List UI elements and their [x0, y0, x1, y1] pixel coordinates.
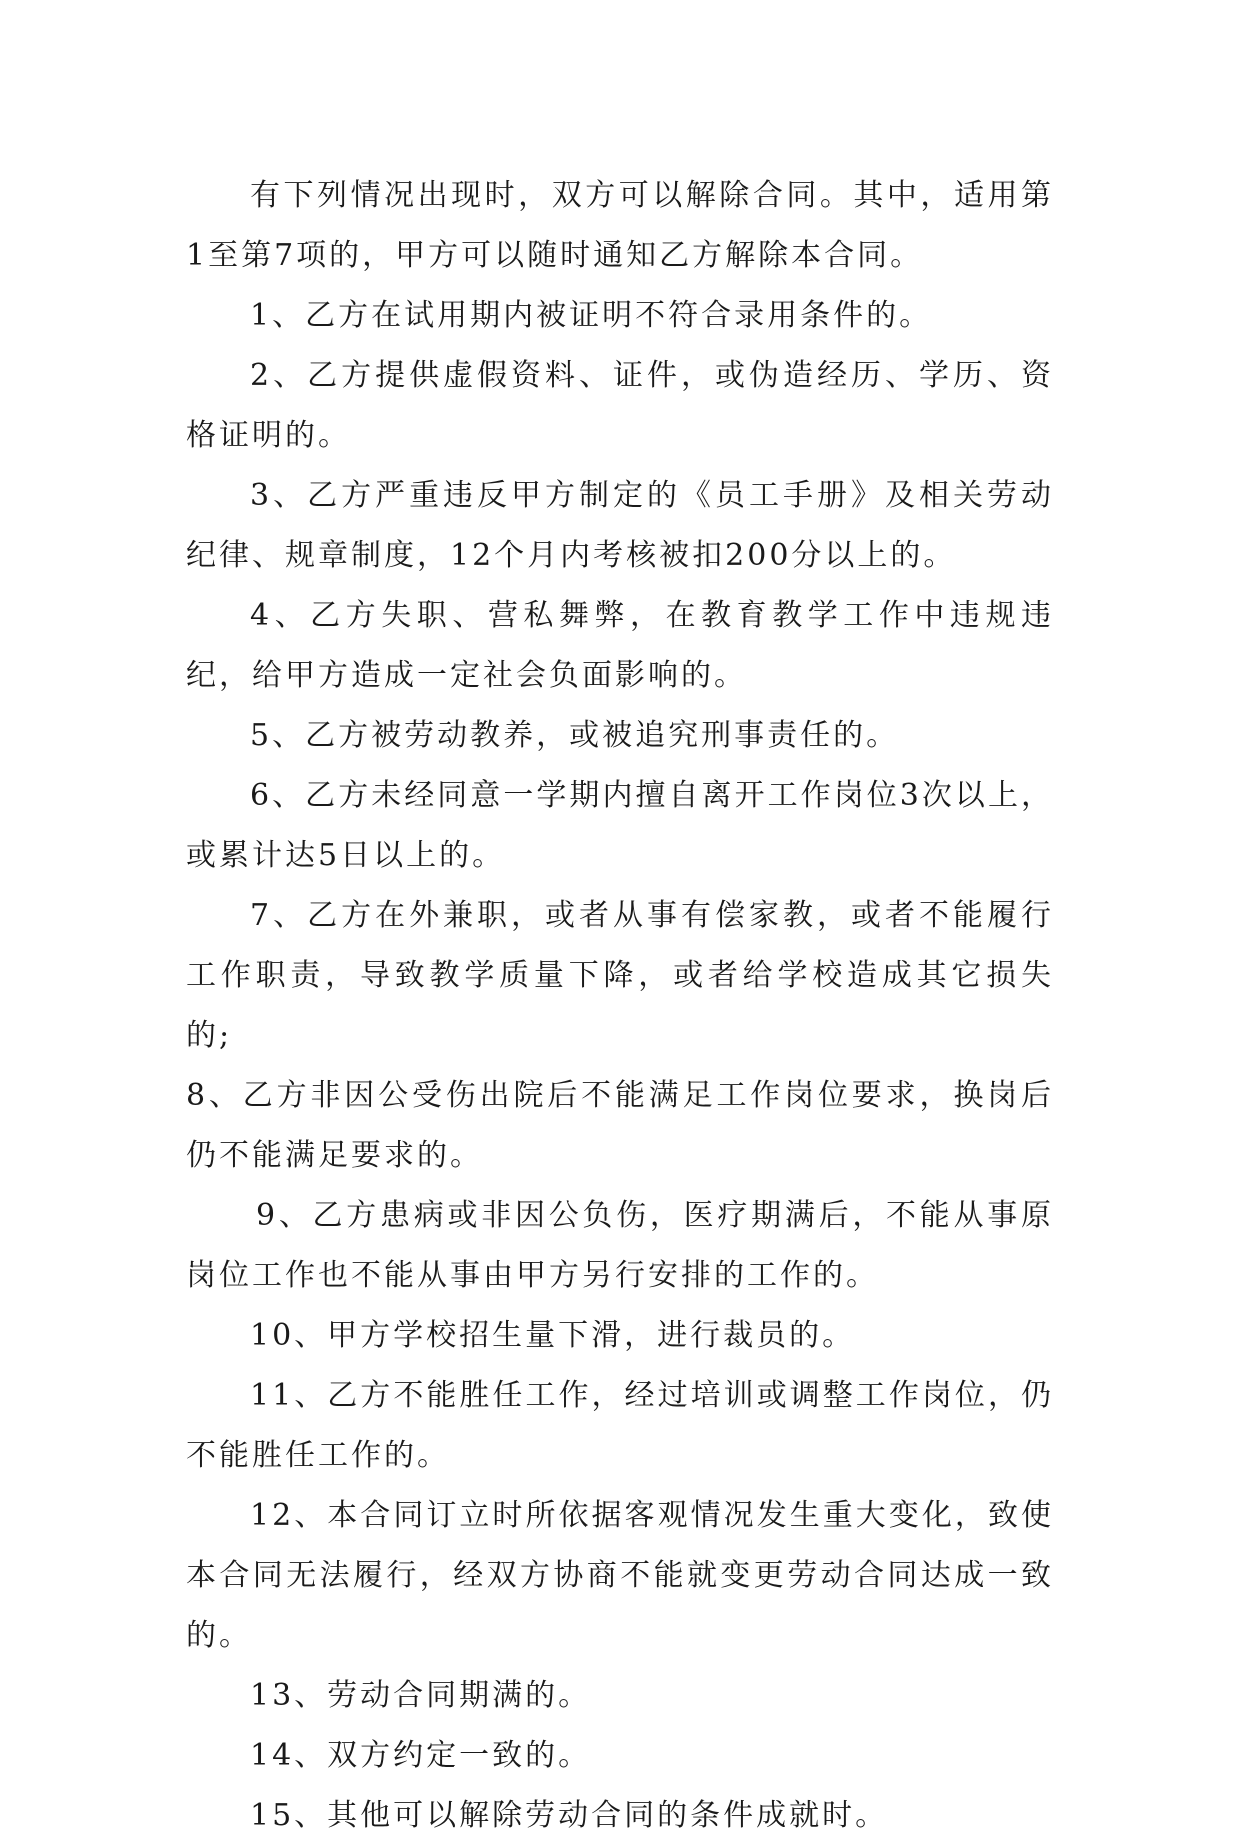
clause-item-7: 7、乙方在外兼职，或者从事有偿家教，或者不能履行工作职责，导致教学质量下降，或者给学校造成其它损失的; [186, 898, 1054, 1053]
clause-item-4: 4、乙方失职、营私舞弊，在教育教学工作中违规违纪，给甲方造成一定社会负面影响的。 [186, 598, 1054, 693]
clause-item-14: 14、双方约定一致的。 [250, 1738, 592, 1773]
intro-paragraph: 有下列情况出现时，双方可以解除合同。其中，适用第1至第7项的，甲方可以随时通知乙方解除本合同。 [186, 178, 1054, 273]
clause-item-9: 9、乙方患病或非因公负伤，医疗期满后，不能从事原岗位工作也不能从事由甲方另行安排的工作的。 [186, 1198, 1054, 1293]
clause-item-2: 2、乙方提供虚假资料、证件，或伪造经历、学历、资格证明的。 [186, 358, 1054, 453]
clause-item-12: 12、本合同订立时所依据客观情况发生重大变化，致使本合同无法履行，经双方协商不能就变更劳动合同达成一致的。 [186, 1498, 1054, 1653]
clause-item-11: 11、乙方不能胜任工作，经过培训或调整工作岗位，仍不能胜任工作的。 [186, 1378, 1054, 1473]
clause-item-6: 6、乙方未经同意一学期内擅自离开工作岗位3次以上，或累计达5日以上的。 [186, 778, 1054, 873]
clause-item-5: 5、乙方被劳动教养，或被追究刑事责任的。 [250, 718, 900, 753]
clause-item-15: 15、其他可以解除劳动合同的条件成就时。 [250, 1798, 889, 1833]
clause-item-8: 8、乙方非因公受伤出院后不能满足工作岗位要求，换岗后仍不能满足要求的。 [186, 1078, 1054, 1173]
clause-item-10: 10、甲方学校招生量下滑，进行裁员的。 [250, 1318, 856, 1353]
clause-item-13: 13、劳动合同期满的。 [250, 1678, 592, 1713]
clause-item-1: 1、乙方在试用期内被证明不符合录用条件的。 [250, 298, 933, 333]
document-body [186, 166, 1054, 1846]
clause-item-3: 3、乙方严重违反甲方制定的《员工手册》及相关劳动纪律、规章制度，12个月内考核被扣200分以上的。 [186, 478, 1054, 573]
